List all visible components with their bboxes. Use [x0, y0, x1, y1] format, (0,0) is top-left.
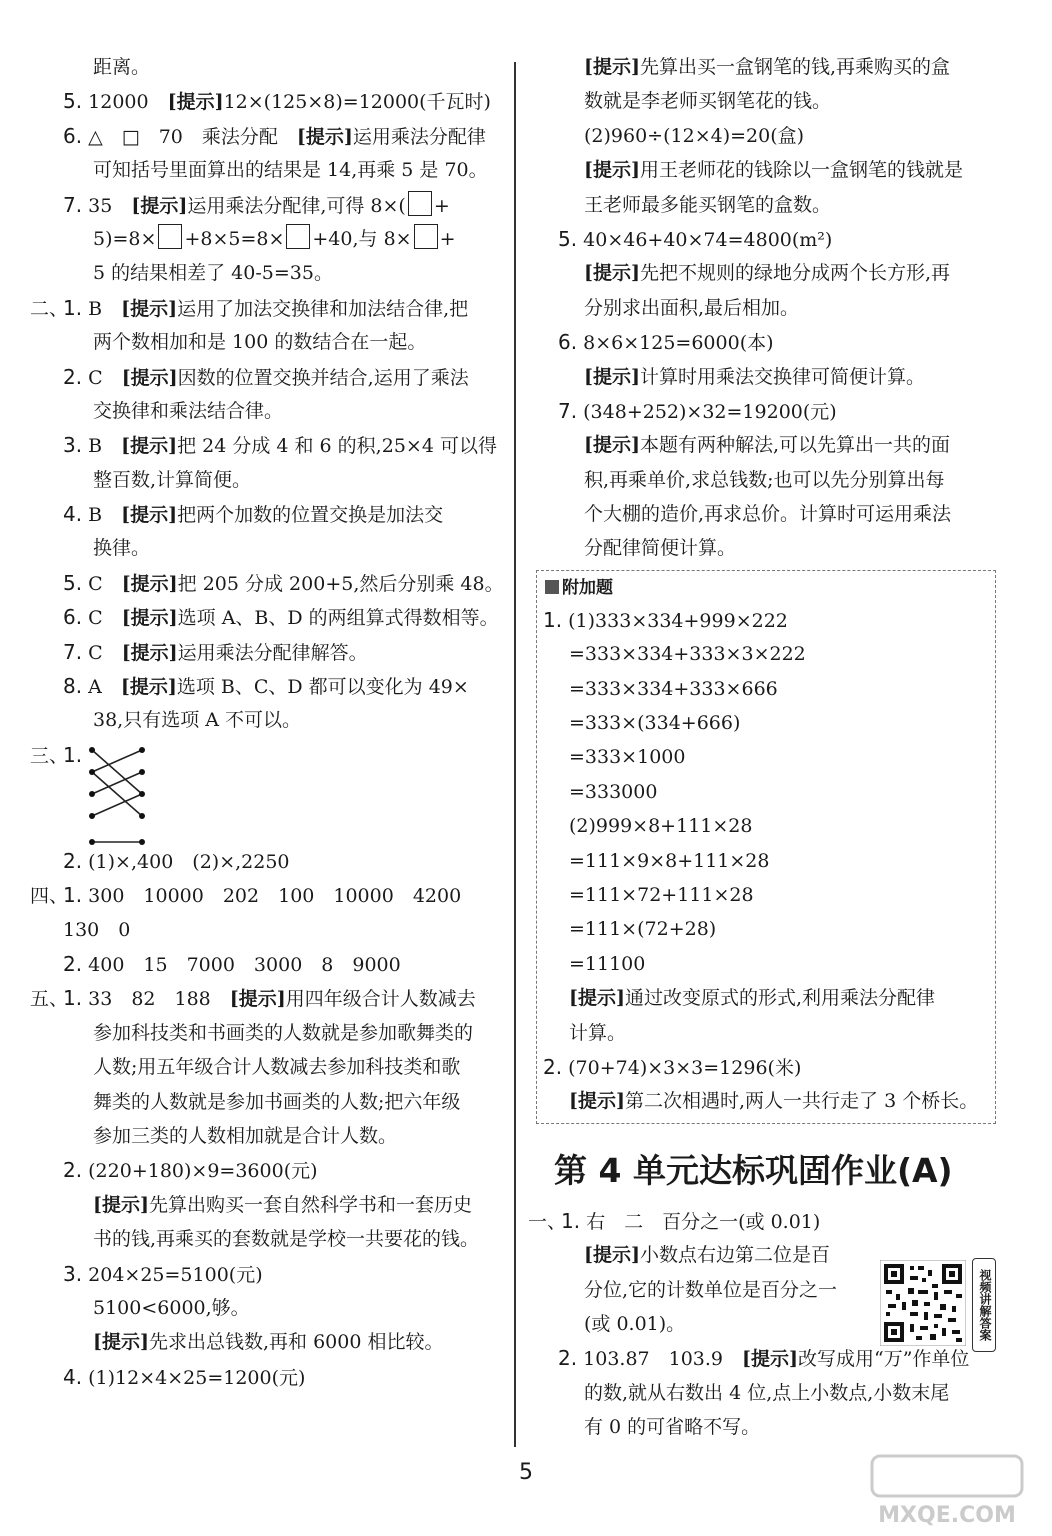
- hint-marker: [提示]: [121, 607, 178, 630]
- hint-marker: [提示]: [584, 159, 640, 182]
- hint-marker: [提示]: [584, 262, 640, 285]
- answer-line: 8. A [提示]选项 B、C、D 都可以变化为 49×: [63, 674, 469, 699]
- answer-line: 人数;用五年级合计人数减去参加科技类和歌: [93, 1056, 461, 1079]
- answer-line: 5)=8× +8×5=8× +40,与 8× +: [30, 222, 512, 256]
- answer-line: (或 0.01)。: [584, 1312, 686, 1335]
- answer-line: 5 的结果相差了 40-5=35。: [93, 262, 333, 285]
- answer-line: 4. B [提示]把两个加数的位置交换是加法交: [63, 502, 444, 527]
- answer-line: 2. 400 15 7000 3000 8 9000: [63, 951, 401, 976]
- answer-line: [提示]小数点右边第二位是百: [584, 1244, 830, 1267]
- hint-marker: [提示]: [121, 641, 178, 664]
- answer-line: [提示]本题有两种解法,可以先算出一共的面: [584, 434, 951, 457]
- answer-line: 6. C [提示]选项 A、B、D 的两组算式得数相等。: [63, 605, 499, 630]
- hint-marker: [提示]: [93, 1331, 149, 1354]
- answer-line: 分别求出面积,最后相加。: [584, 296, 800, 319]
- answer-line: 3. B [提示]把 24 分成 4 和 6 的积,25×4 可以得: [63, 433, 497, 458]
- answer-line: 3. 204×25=5100(元): [63, 1261, 263, 1286]
- answer-line: [提示]用王老师花的钱除以一盒钢笔的钱就是: [584, 159, 963, 182]
- bonus-title: 附加题: [537, 573, 995, 603]
- hint-marker: [提示]: [584, 56, 640, 78]
- hint-marker: [提示]: [121, 504, 178, 527]
- answer-line: =111×72+111×28: [569, 883, 754, 906]
- answer-line: 二、1. B [提示]运用了加法交换律和加法结合律,把: [30, 295, 469, 320]
- hint-marker: [提示]: [742, 1348, 798, 1371]
- answer-line: =333×1000: [569, 746, 686, 769]
- answer-line: 2. (70+74)×3×3=1296(米): [543, 1054, 802, 1079]
- hint-marker: [提示]: [296, 125, 353, 148]
- answer-line: (2)999×8+111×28: [569, 815, 753, 838]
- hint-marker: [提示]: [121, 572, 178, 595]
- blank-box: [158, 224, 182, 249]
- hint-marker: [提示]: [229, 988, 286, 1011]
- answer-line: 5100<6000,够。: [93, 1296, 250, 1319]
- answer-line: =111×9×8+111×28: [569, 849, 770, 872]
- hint-marker: [提示]: [569, 1090, 625, 1113]
- answer-line: =333×334+333×666: [569, 677, 778, 700]
- unit-title: 第 4 单元达标巩固作业(A): [554, 1150, 953, 1190]
- right-column: [528, 50, 1002, 1444]
- answer-line: 5. 40×46+40×74=4800(m²): [558, 226, 833, 251]
- answer-line: 7. (348+252)×32=19200(元): [558, 398, 837, 423]
- answer-line: 个大棚的造价,再求总价。计算时可运用乘法: [584, 503, 952, 526]
- answer-line: 王老师最多能买钢笔的盒数。: [584, 193, 832, 216]
- qr-code-block[interactable]: [880, 1256, 998, 1352]
- matching-lines-figure: [86, 746, 156, 846]
- answer-line: =333000: [569, 780, 658, 803]
- answer-line: 2. (220+180)×9=3600(元): [63, 1158, 318, 1183]
- left-column: [30, 50, 512, 1394]
- answer-line: 的数,就从右数出 4 位,点上小数点,小数末尾: [584, 1381, 950, 1404]
- answer-line: 积,再乘单价,求总钱数;也可以先分别算出每: [584, 468, 945, 491]
- answer-line: =111×(72+28): [569, 918, 717, 941]
- hint-marker: [提示]: [121, 297, 178, 320]
- answer-line: 四、1. 300 10000 202 100 10000 4200: [30, 883, 462, 908]
- answer-line: =333×(334+666): [569, 712, 741, 735]
- answer-line: (2)960÷(12×4)=20(盒): [584, 124, 805, 147]
- answer-line: 38,只有选项 A 不可以。: [93, 709, 302, 732]
- answer-line: 交换律和乘法结合律。: [93, 399, 284, 422]
- watermark-logo: [862, 1450, 1032, 1530]
- hint-marker: [提示]: [131, 194, 188, 217]
- answer-line: 换律。: [93, 537, 151, 560]
- hint-marker: [提示]: [120, 676, 177, 699]
- bonus-section: [536, 570, 996, 1124]
- answer-line: 2. 103.87 103.9 [提示]改写成用“万”作单位: [558, 1346, 970, 1371]
- answer-line: [提示]先算出买一盒钢笔的钱,再乘购买的盒: [584, 56, 951, 78]
- answer-line: [提示]通过改变原式的形式,利用乘法分配律: [569, 987, 936, 1010]
- page-number: 5: [519, 1460, 533, 1485]
- hint-marker: [提示]: [584, 434, 640, 457]
- blank-box: [286, 224, 310, 249]
- hint-marker: [提示]: [584, 365, 640, 388]
- answer-line: 2. C [提示]因数的位置交换并结合,运用了乘法: [63, 364, 469, 389]
- answer-line: 两个数相加和是 100 的数结合在一起。: [93, 331, 427, 354]
- answer-line: 参加科技类和书画类的人数就是参加歌舞类的: [93, 1021, 474, 1044]
- answer-line: 距离。: [93, 56, 151, 78]
- answer-line: 2. (1)×,400 (2)×,2250: [63, 848, 290, 873]
- hint-marker: [提示]: [584, 1244, 640, 1267]
- answer-line: 5. C [提示]把 205 分成 200+5,然后分别乘 48。: [63, 570, 504, 595]
- column-divider: [514, 62, 516, 1447]
- answer-line: 数就是李老师买钢笔花的钱。: [584, 90, 832, 113]
- answer-line: 分配律简便计算。: [584, 537, 737, 560]
- hint-marker: [提示]: [167, 91, 224, 114]
- answer-line: 7. C [提示]运用乘法分配律解答。: [63, 639, 368, 664]
- answer-line: 参加三类的人数相加就是合计人数。: [93, 1124, 398, 1147]
- answer-line: 一、1. 右 二 百分之一(或 0.01): [528, 1208, 821, 1233]
- answer-line: 5. 12000 [提示]12×(125×8)=12000(千瓦时): [63, 89, 491, 114]
- answer-line: 有 0 的可省略不写。: [584, 1416, 761, 1439]
- answer-line: 4. (1)12×4×25=1200(元): [63, 1364, 306, 1389]
- hint-marker: [提示]: [569, 987, 625, 1010]
- hint-marker: [提示]: [121, 366, 178, 389]
- hint-marker: [提示]: [121, 435, 178, 458]
- blank-box: [414, 224, 438, 249]
- matching-diagram: 三、1.: [30, 738, 512, 844]
- answer-line: [提示]先求出总钱数,再和 6000 相比较。: [93, 1331, 444, 1354]
- svg-text:MXQE.COM: MXQE.COM: [878, 1503, 1016, 1528]
- hint-marker: [提示]: [93, 1193, 149, 1216]
- bonus-flag-icon: [545, 580, 559, 594]
- answer-line: =333×334+333×3×222: [569, 643, 806, 666]
- blank-box: [408, 191, 432, 216]
- answer-line: 五、1. 33 82 188 [提示]用四年级合计人数减去: [30, 986, 476, 1011]
- answer-line: =11100: [569, 952, 646, 975]
- answer-line: [提示]计算时用乘法交换律可简便计算。: [584, 365, 925, 388]
- answer-line: 整百数,计算简便。: [93, 468, 252, 491]
- answer-line: 分位,它的计数单位是百分之一: [584, 1278, 838, 1301]
- answer-line: 6. △ □ 70 乘法分配 [提示]运用乘法分配律: [63, 123, 486, 148]
- answer-line: 书的钱,再乘买的套数就是学校一共要花的钱。: [93, 1228, 480, 1251]
- answer-line: [提示]第二次相遇时,两人一共行走了 3 个桥长。: [569, 1090, 979, 1113]
- answer-line: 可知括号里面算出的结果是 14,再乘 5 是 70。: [93, 159, 488, 182]
- qr-code-icon: [880, 1260, 966, 1346]
- answer-line: 舞类的人数就是参加书画类的人数;把六年级: [93, 1090, 461, 1113]
- answer-line: 1. (1)333×334+999×222: [543, 607, 788, 632]
- answer-line: [提示]先把不规则的绿地分成两个长方形,再: [584, 262, 951, 285]
- answer-line: [提示]先算出购买一套自然科学书和一套历史: [93, 1193, 472, 1216]
- answer-line: 130 0: [63, 918, 131, 941]
- answer-line: 计算。: [569, 1021, 627, 1044]
- qr-label: 视频讲解答案: [972, 1258, 996, 1352]
- answer-line: 6. 8×6×125=6000(本): [558, 330, 774, 355]
- answer-line: 7. 35 [提示]运用乘法分配律,可得 8×( +: [63, 192, 450, 217]
